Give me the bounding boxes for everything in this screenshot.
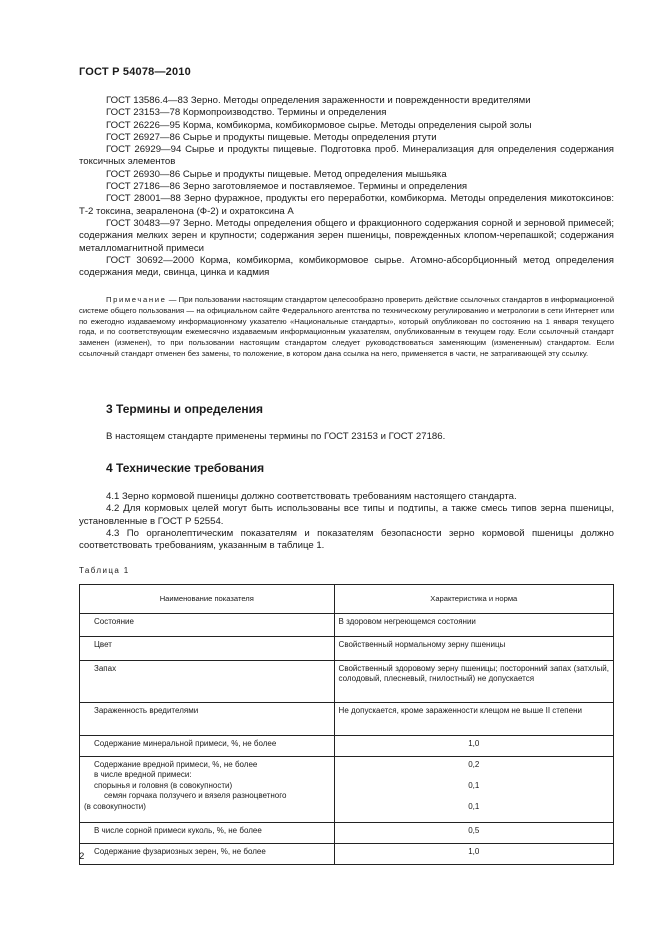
indicator-value: Свойственный здоровому зерну пшеницы; посторонний запах (затхлый, солодовый, плесневый, гнилостный) не допускается [334,661,613,703]
reference-item: ГОСТ 30483—97 Зерно. Методы определения общего и фракционного содержания сорной и зерновой примесей; содержания мелких зерен и крупности; содержания зерен пшеницы, поврежденных клопом-черепашкой; содержания металломагнитной примеси [79,217,614,254]
reference-item: ГОСТ 26929—94 Сырье и продукты пищевые. Подготовка проб. Минерализация для определения содержания токсичных элементов [79,144,614,168]
note-text: — При пользовании настоящим стандартом целесообразно проверить действие ссылочных стандартов в информационной системе общего пользования — на официальном сайте Федерального агентства по техническому регулированию и метрологии в сети Интернет или по ежегодно издаваемому информационному указателю «Национальные стандарты», который опубликован по состоянию на 1 января текущего года, и по соответствующим ежемесячно издаваемым информационным указателям, опубликованным в текущем году. Если ссылочный стандарт заменен (изменен), то при пользовании настоящим стандартом следует руководствоваться заменяющим (измененным) стандартом. Если ссылочный стандарт отменен без замены, то положение, в котором дана ссылка на него, применяется в части, не затрагивающей эту ссылку. [79,295,614,358]
indicator-value [334,757,613,823]
page-number: 2 [79,851,85,862]
section-4-title: 4 Технические требования [106,461,265,475]
table-row [80,661,614,703]
table-row [80,703,614,736]
table-row [80,757,614,823]
section-3-title: 3 Термины и определения [106,402,264,416]
document-header: ГОСТ Р 54078—2010 [79,66,191,78]
indicator-name-line: (в совокупности) [84,801,146,811]
table-row [80,736,614,757]
table-row [80,844,614,865]
section-3-paragraph: В настоящем стандарте применены термины по ГОСТ 23153 и ГОСТ 27186. [106,431,446,442]
section-4-paragraph: 4.2 Для кормовых целей могут быть использованы все типы и подтипы, а также смесь типов зерна пшеницы, установленные в ГОСТ Р 52554. [79,503,614,527]
indicator-name: В числе сорной примеси куколь, %, не более [80,823,335,844]
indicator-value-line: 0,1 [468,801,480,811]
indicator-name: Запах [80,661,335,703]
reference-item: ГОСТ 23153—78 Кормопроизводство. Термины и определения [106,107,387,119]
requirements-table [79,584,614,865]
reference-item: ГОСТ 30692—2000 Корма, комбикорма, комбикормовое сырье. Атомно-абсорбционный метод определения содержания меди, свинца, цинка и кадмия [79,254,614,279]
indicator-value: В здоровом негреющемся состоянии [334,614,613,637]
note-lead: Примечание [106,295,167,304]
indicator-name: Содержание минеральной примеси, %, не более [80,736,335,757]
indicator-name [80,757,335,823]
table-caption: Таблица 1 [79,566,130,575]
indicator-name: Содержание фузариозных зерен, %, не более [80,844,335,865]
section-4-paragraph: 4.1 Зерно кормовой пшеницы должно соответствовать требованиям настоящего стандарта. [106,491,517,502]
indicator-name-line: в числе вредной примеси: [94,770,192,780]
normative-references-list [79,95,614,279]
table-row [80,823,614,844]
indicator-name-line: семян горчака ползучего и вязеля разноцветного [104,791,287,801]
reference-item: ГОСТ 26226—95 Корма, комбикорма, комбикормовое сырье. Методы определения сырой золы [106,119,532,131]
indicator-value: Свойственный нормальному зерну пшеницы [334,637,613,661]
section-4-body [79,491,614,552]
references-note [79,295,614,360]
section-3-body [79,431,614,443]
table-header-cell: Наименование показателя [80,585,335,614]
indicator-name-line: Содержание вредной примеси, %, не более [94,760,258,769]
indicator-name-line: спорынья и головня (в совокупности) [94,780,233,790]
indicator-name: Цвет [80,637,335,661]
indicator-name: Зараженность вредителями [80,703,335,736]
indicator-value-line: 0,1 [468,780,480,790]
indicator-name: Состояние [80,614,335,637]
table-row [80,614,614,637]
reference-item: ГОСТ 13586.4—83 Зерно. Методы определения зараженности и поврежденности вредителями [106,95,531,106]
reference-item: ГОСТ 28001—88 Зерно фуражное, продукты его переработки, комбикорма. Методы определения микотоксинов: Т-2 токсина, зеараленона (Ф-2) и охратоксина А [79,193,614,217]
table-header-cell: Характеристика и норма [334,585,613,614]
indicator-value: 0,5 [334,823,613,844]
reference-item: ГОСТ 27186—86 Зерно заготовляемое и поставляемое. Термины и определения [106,181,468,193]
section-4-paragraph: 4.3 По органолептическим показателям и показателям безопасности зерно кормовой пшеницы должно соответствовать требованиям, указанным в таблице 1. [79,527,614,552]
reference-item: ГОСТ 26927—86 Сырье и продукты пищевые. Методы определения ртути [106,131,437,143]
indicator-value: 1,0 [334,736,613,757]
indicator-value-line: 0,2 [468,760,480,769]
reference-item: ГОСТ 26930—86 Сырье и продукты пищевые. Метод определения мышьяка [106,168,447,180]
indicator-value: 1,0 [334,844,613,865]
indicator-value: Не допускается, кроме зараженности клещом не выше II степени [334,703,613,736]
table-row [80,637,614,661]
table-header-row [80,585,614,614]
